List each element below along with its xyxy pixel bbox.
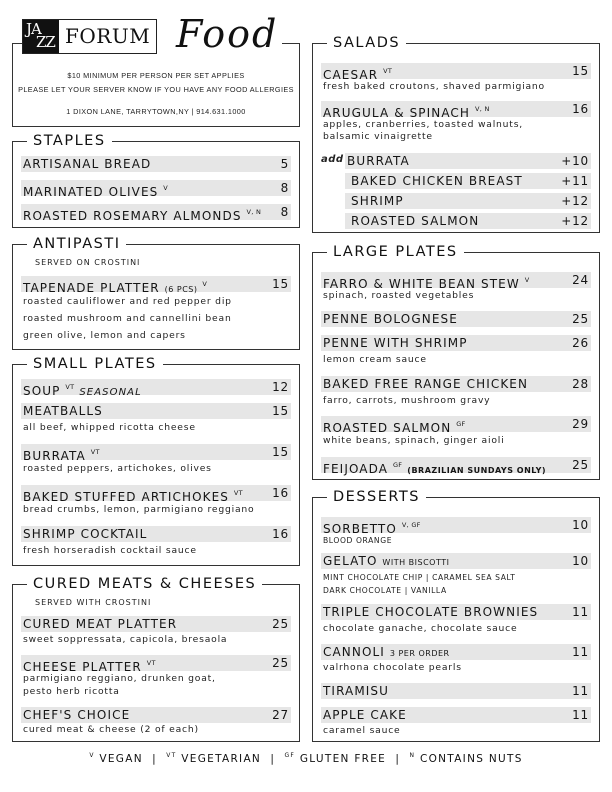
item-price: 16 [272,486,289,500]
menu-item [21,655,291,674]
addon-name: BURRATA [347,154,410,168]
item-description: green olive, lemon and capers [23,330,186,341]
item-name: ARUGULA & SPINACH [323,106,471,120]
menu-item [321,683,591,699]
addon-price: +12 [561,194,589,208]
desserts-section [312,489,600,742]
section-title: STAPLES [27,131,112,151]
item-name: FARRO & WHITE BEAN STEW [323,277,520,291]
item-price: 10 [572,518,589,532]
menu-item [21,707,291,723]
item-description: balsamic vinaigrette [323,131,433,142]
menu-item [21,276,291,295]
legend-label: GLUTEN FREE [299,753,387,765]
diet-tag: GF [392,461,403,469]
addon-item [345,213,591,229]
menu-item [21,379,291,398]
salads-section [312,35,600,233]
addon-price: +10 [561,154,589,168]
dietary-legend: $^V$ VEGAN | $^{VT}$ VEGETARIAN | $^{GF}$ GLUTEN FREE | $^N$ CONTAINS NUTS [89,752,523,765]
diet-tag: VT [65,383,75,391]
menu-item [21,403,291,419]
menu-item [321,311,591,327]
small-plates-section [12,356,300,566]
item-name-wrap [23,444,100,464]
section-title: CURED MEATS & CHEESES [27,574,262,594]
section-subtitle: SERVED ON CROSTINI [35,258,141,267]
item-price: 25 [572,458,589,472]
item-name: MARINATED OLIVES [23,185,159,199]
item-price: 29 [572,417,589,431]
item-name-wrap [23,276,207,298]
item-name-wrap [23,180,168,200]
item-name: BAKED STUFFED ARTICHOKES [23,490,229,504]
item-price: 15 [272,277,289,291]
item-name: MEATBALLS [23,404,103,418]
menu-item [21,616,291,632]
page-title: Food [176,12,279,56]
item-name: GELATO [323,554,378,568]
diet-tag: GF [456,420,466,428]
menu-item [21,526,291,542]
item-description: sweet soppressata, capicola, bresaola [23,634,228,645]
item-description: spinach, roasted vegetables [323,290,475,301]
item-name: CAESAR [323,68,379,82]
item-description: pesto herb ricotta [23,686,120,697]
diet-tag: VT [383,67,393,75]
item-note: (BRAZILIAN SUNDAYS ONLY) [407,466,547,475]
item-description: roasted mushroom and cannellini bean [23,313,232,324]
item-description: DARK CHOCOLATE | VANILLA [323,586,447,595]
item-price: 15 [272,445,289,459]
item-price: 26 [572,336,589,350]
addon-item [345,153,591,169]
item-price: 25 [272,617,289,631]
item-name: CANNOLI [323,645,385,659]
item-name-wrap [323,416,466,436]
legend-tag: VT [166,752,177,759]
item-price: 25 [272,656,289,670]
allergy-notice: PLEASE LET YOUR SERVER KNOW IF YOU HAVE ANY FOOD ALLERGIES [18,85,294,94]
item-description: parmigiano reggiano, drunken goat, [23,673,216,684]
section-title: DESSERTS [327,487,426,507]
item-price: 8 [280,181,289,195]
diet-tag: VT [233,489,243,497]
item-name: TRIPLE CHOCOLATE BROWNIES [323,605,539,619]
item-price: 8 [280,205,289,219]
item-name-wrap [23,204,261,224]
menu-item [321,63,591,82]
item-description: chocolate ganache, chocolate sauce [323,623,518,634]
item-description: lemon cream sauce [323,354,427,365]
item-name: CHEESE PLATTER [23,660,142,674]
item-price: 10 [572,554,589,568]
item-price: 28 [572,377,589,391]
item-name: ROASTED ROSEMARY ALMONDS [23,209,242,223]
diet-tag: V [163,184,169,192]
item-name-wrap [323,457,546,479]
item-name-wrap [323,553,449,571]
menu-item [321,707,591,723]
address-phone: 1 DIXON LANE, TARRYTOWN,NY | 914.631.1000 [66,107,246,116]
item-name-wrap [323,272,529,292]
large-plates-section [312,244,600,480]
item-description: MINT CHOCOLATE CHIP | CARAMEL SEA SALT [323,573,516,582]
item-description: apples, cranberries, toasted walnuts, [323,119,524,130]
item-name: FEIJOADA [323,462,389,476]
item-price: 11 [572,708,589,722]
item-description: bread crumbs, lemon, parmigiano reggiano [23,504,255,515]
addon-price: +11 [561,174,589,188]
addon-price: +12 [561,214,589,228]
addon-label: add [321,154,344,165]
item-price: 27 [272,708,289,722]
addon-item [345,173,591,189]
item-description: farro, carrots, mushroom gravy [323,395,491,406]
diet-tag: V [202,280,208,288]
item-description: roasted cauliflower and red pepper dip [23,296,232,307]
legend-tag: GF [284,752,296,759]
item-description: cured meat & cheese (2 of each) [23,724,199,735]
item-price: 5 [280,157,289,171]
item-price: 15 [572,64,589,78]
item-name: CHEF'S CHOICE [23,708,131,722]
menu-item [21,485,291,504]
item-name-wrap [23,485,243,505]
menu-item [321,335,591,351]
item-name: BAKED FREE RANGE CHICKEN [323,377,529,391]
legend-tag: N [409,752,416,759]
logo-jazz-mark: JA ZZ [23,20,59,53]
item-price: 25 [572,312,589,326]
section-title: SALADS [327,33,406,53]
item-description: caramel sauce [323,725,401,736]
diet-tag: V, N [474,105,490,113]
menu-item [21,204,291,223]
item-price: 24 [572,273,589,287]
diet-tag: V [524,276,530,284]
diet-tag: V, N [246,208,262,216]
logo-forum-text: FORUM [65,24,151,48]
item-name: TIRAMISU [323,684,390,698]
item-name: SOUP [23,384,61,398]
item-price: 11 [572,684,589,698]
item-price: 11 [572,645,589,659]
item-note: (6 PCS) [164,285,198,294]
diet-tag: VT [146,659,156,667]
staples-section [12,133,300,228]
item-note: SEASONAL [79,387,142,398]
item-name: ARTISANAL BREAD [23,157,152,171]
menu-item [321,604,591,620]
item-description: all beef, whipped ricotta cheese [23,422,196,433]
item-description: valrhona chocolate pearls [323,662,462,673]
legend-label: VEGETARIAN [181,753,262,765]
item-description: fresh baked croutons, shaved parmigiano [323,81,545,92]
item-description: BLOOD ORANGE [323,536,393,545]
addon-name: ROASTED SALMON [351,214,480,228]
addon-name: SHRIMP [351,194,404,208]
menu-item [321,553,591,569]
section-title: LARGE PLATES [327,242,464,262]
item-price: 16 [272,527,289,541]
menu-item [21,444,291,463]
item-name-wrap [23,379,142,401]
legend-tag: V [89,752,95,759]
item-name: TAPENADE PLATTER [23,281,160,295]
addon-item [345,193,591,209]
menu-item [321,376,591,392]
section-title: SMALL PLATES [27,354,163,374]
item-name: ROASTED SALMON [323,421,452,435]
menu-item [21,156,291,172]
menu-item [321,416,591,435]
legend-label: VEGAN [99,753,143,765]
item-name-wrap [323,644,450,662]
antipasti-section [12,236,300,350]
menu-item [321,272,591,291]
menu-item [321,517,591,536]
menu-item [21,180,291,199]
minimum-notice: $10 MINIMUM PER PERSON PER SET APPLIES [67,71,245,80]
menu-item [321,457,591,476]
item-name: BURRATA [23,449,86,463]
menu-item [321,644,591,660]
diet-tag: VT [90,448,100,456]
item-name-wrap [323,517,421,537]
item-name-wrap [23,655,156,675]
item-name: CURED MEAT PLATTER [23,617,178,631]
item-name: PENNE BOLOGNESE [323,312,458,326]
item-price: 15 [272,404,289,418]
item-note: 3 PER ORDER [389,649,450,658]
section-title: ANTIPASTI [27,234,126,254]
item-name: SORBETTO [323,522,397,536]
addon-name: BAKED CHICKEN BREAST [351,174,523,188]
item-description: roasted peppers, artichokes, olives [23,463,212,474]
item-description: fresh horseradish cocktail sauce [23,545,197,556]
item-price: 11 [572,605,589,619]
section-subtitle: SERVED WITH CROSTINI [35,598,152,607]
item-note: WITH BISCOTTI [382,558,450,567]
item-name-wrap [323,63,392,83]
menu-item [321,101,591,120]
item-name-wrap [323,101,490,121]
item-price: 12 [272,380,289,394]
item-description: white beans, spinach, ginger aioli [323,435,505,446]
diet-tag: V, GF [401,521,421,529]
info-box [12,43,300,127]
cured-meats-section [12,576,300,742]
legend-label: CONTAINS NUTS [419,753,523,765]
item-name: APPLE CAKE [323,708,407,722]
item-name: PENNE WITH SHRIMP [323,336,468,350]
item-price: 16 [572,102,589,116]
item-name: SHRIMP COCKTAIL [23,527,148,541]
